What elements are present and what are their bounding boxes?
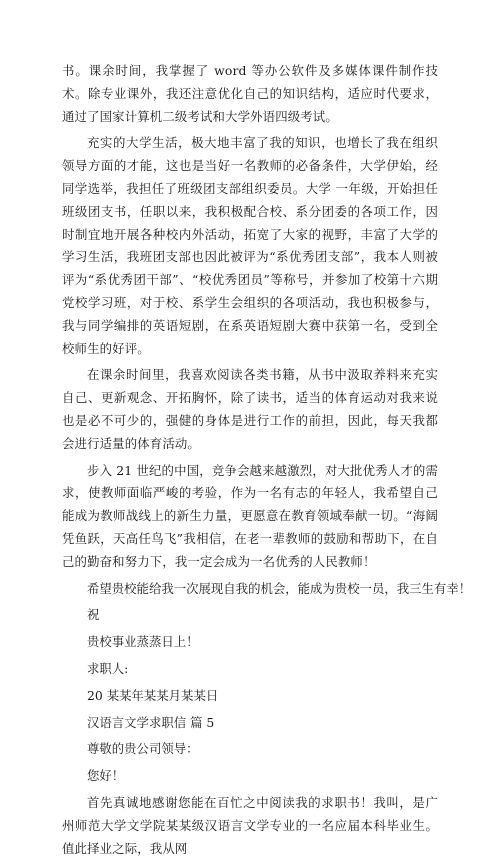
letter-date: 20 某某年某某月某某日 [87,687,219,703]
document-body [62,60,472,860]
paragraph-college-life: 充实的大学生活，极大地丰富了我的知识，也增长了我在组织领导方面的才能，这也是当好一名教师的必备条件，大学伊始，经同学选举，我担任了班级团支部组织委员。大学 一年级，开始担任班级团支书，任职以来，我积极配合校、系分团委的各项工作，因时制宜地开展各种校内外活动，拓宽了大家的视野，丰富了大学的学习生活，我班团支部也因此被评为“系优秀团支部”，我本人则被评为“系优秀团干部”、“校优秀团员”等称号，并参加了校第十六期党校学习班，对于校、系学生会组织的各项活动，我也积极参与，我与同学编排的英语短剧，在系英语短剧大赛中获第一名，受到全校师生的好评。 [62,135,438,356]
closing-salute: 祝 [87,607,100,623]
paragraph-skills: 书。课余时间，我掌握了 word 等办公软件及多媒体课件制作技术。除专业课外，我还注意优化自己的知识结构，适应时代要求，通过了国家计算机二级考试和大学外语四级考试。 [62,63,438,124]
paragraph-reading: 在课余时间里，我喜欢阅读各类书籍，从书中汲取养料来充实自己、更新观念、开拓胸怀，除了读书，适当的体育运动对我来说也是必不可少的，强健的身体是进行工作的前担，因此，每天我都会进行适量的体育活动。 [62,367,438,451]
signer-label: 求职人: [87,660,129,676]
closing-wish: 贵校事业蒸蒸日上！ [87,634,199,650]
paragraph-hope: 希望贵校能给我一次展现自我的机会，能成为贵校一员，我三生有幸！ [87,580,472,596]
next-letter-title: 汉语言文学求职信 篇 5 [87,714,215,730]
next-letter-greeting: 尊敬的贵公司领导： [87,741,199,757]
next-letter-hello: 您好！ [87,768,125,784]
next-letter-opening: 首先真诚地感谢您能在百忙之中阅读我的求职书！我叫，是广州师范大学文学院某某级汉语言文学专业的一名应届本科毕业生。值此择业之际，我从网 [62,794,438,856]
paragraph-aspiration: 步入 21 世纪的中国，竞争会越来越激烈，对大批优秀人才的需求，使教师面临严峻的考验，作为一名有志的年轻人，我希望自己能成为教师战线上的新生力量，更愿意在教育领域奉献一切。“海阔凭鱼跃，天高任鸟飞”我相信，在老一辈教师的鼓励和帮助下，在自己的勤奋和努力下，我一定会成为一名优秀的人民教师！ [62,462,438,569]
